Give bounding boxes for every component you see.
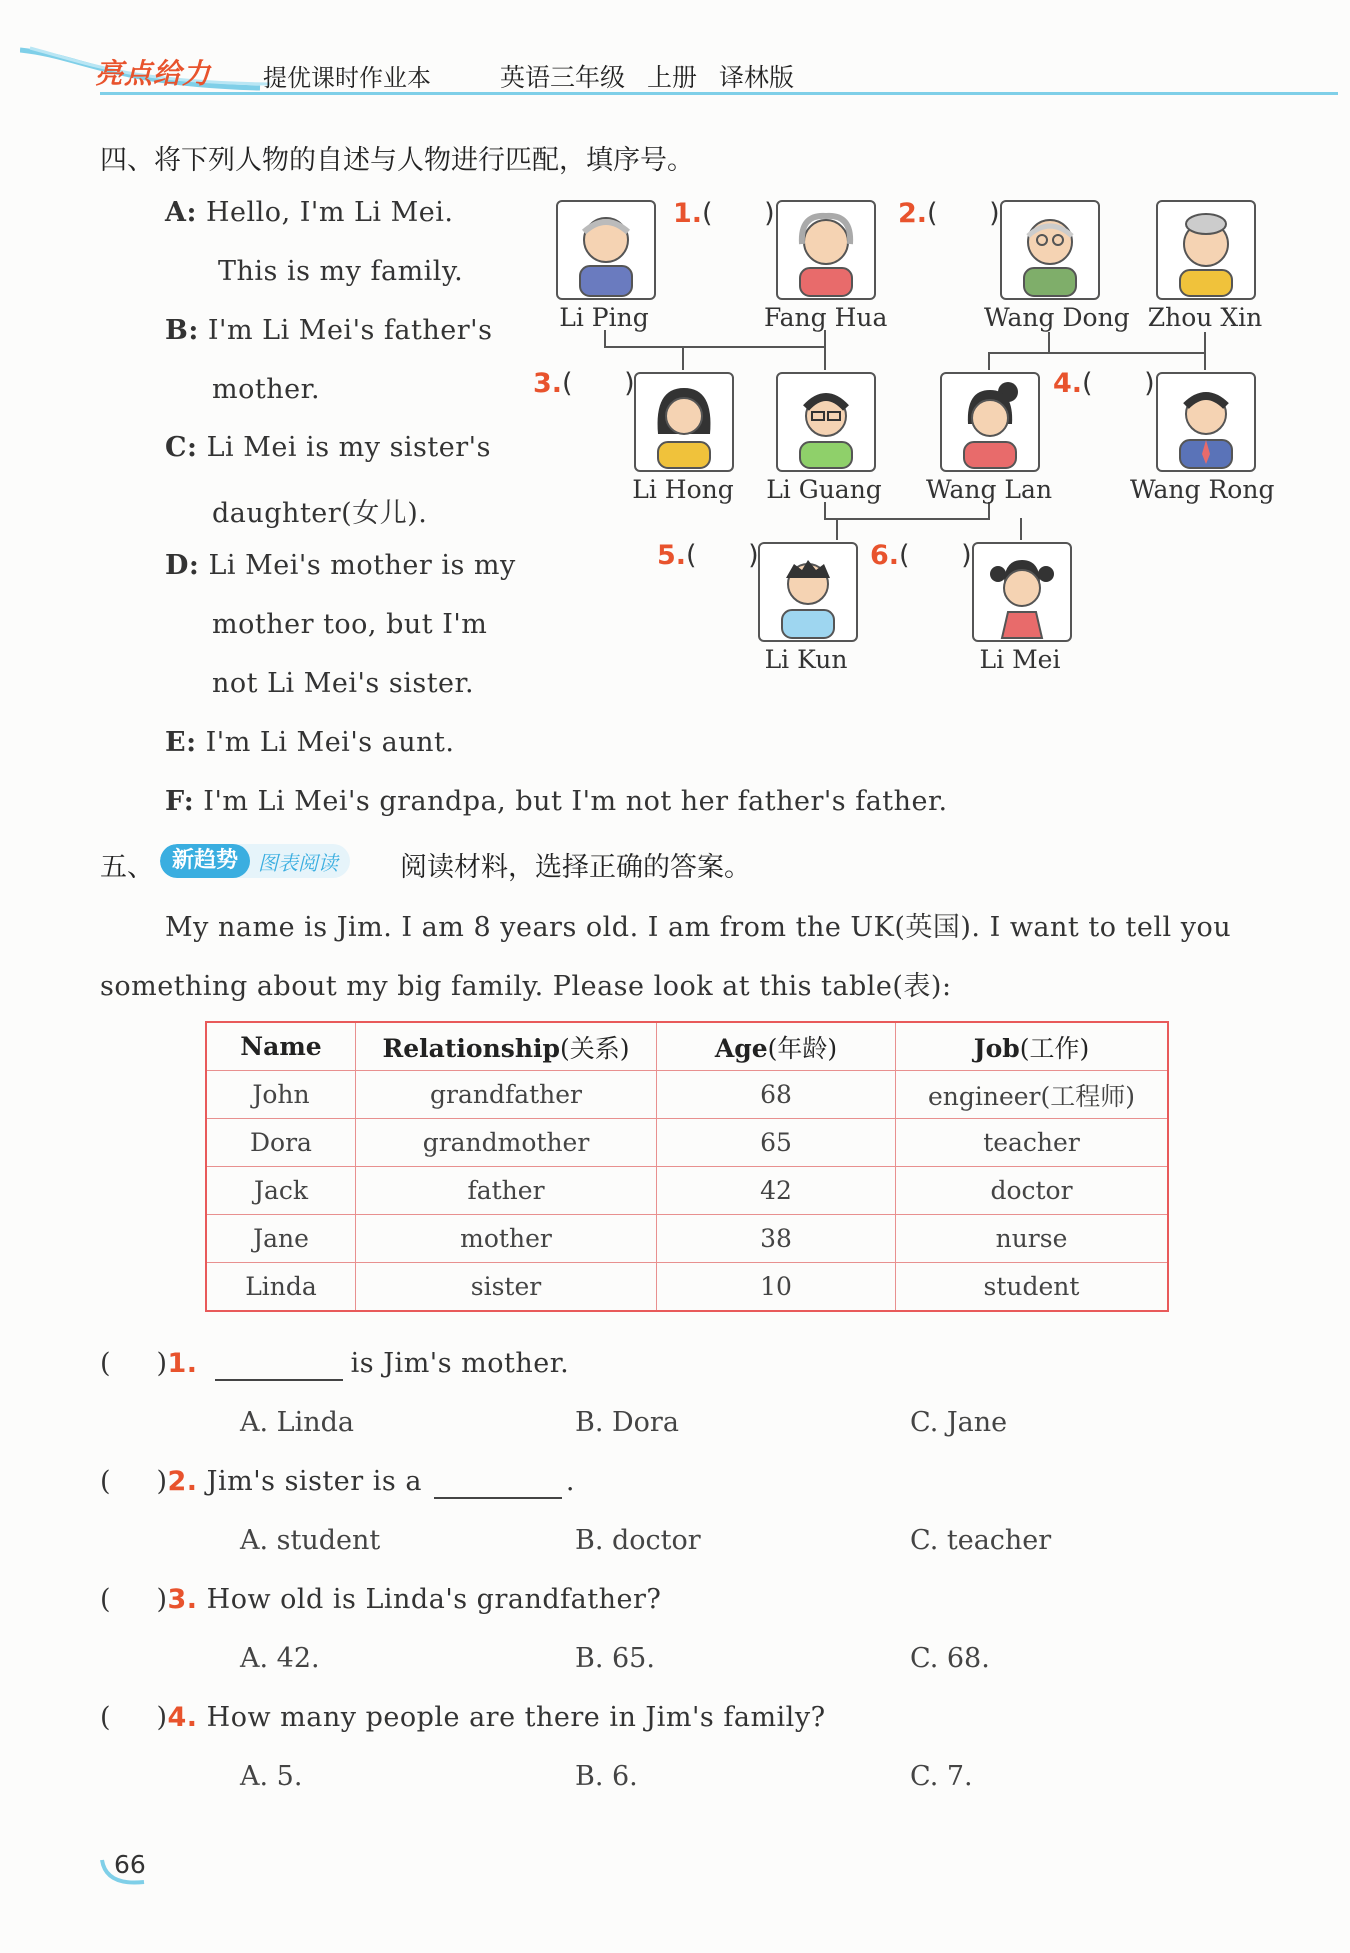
paren-close: ) — [748, 540, 759, 571]
girl-icon — [974, 544, 1070, 640]
statement-label: F: — [165, 786, 195, 817]
table-cell: grandmother — [356, 1119, 657, 1167]
paren-close: ) — [989, 198, 1000, 229]
option-a[interactable]: A. 5. — [240, 1761, 303, 1792]
person-name: Zhou Xin — [1147, 303, 1263, 332]
blank-number: 3. — [533, 368, 563, 399]
table-row — [206, 1167, 1168, 1215]
option-a[interactable]: A. 42. — [240, 1643, 320, 1674]
answer-blank-4[interactable] — [1053, 368, 1155, 399]
table-row — [206, 1071, 1168, 1119]
option-a[interactable]: A. Linda — [240, 1407, 354, 1438]
table-cell: John — [206, 1071, 356, 1119]
paren-open: ( — [899, 540, 910, 571]
option-b[interactable]: B. doctor — [575, 1525, 701, 1556]
question-text: How old is Linda's grandfather? — [206, 1584, 662, 1615]
table-cell: 68 — [657, 1071, 896, 1119]
option-c[interactable]: C. 68. — [910, 1643, 990, 1674]
tree-connector — [988, 352, 1206, 354]
paren-open: ( — [100, 1466, 112, 1497]
brand-logo: 亮点给力 — [95, 57, 212, 90]
trend-badge — [160, 844, 350, 878]
tree-connector — [682, 346, 684, 370]
section4-title: 四、将下列人物的自述与人物进行匹配，填序号。 — [100, 145, 694, 176]
portrait-woman-2 — [940, 372, 1040, 472]
table-header-cell — [206, 1022, 356, 1071]
person-name: Li Ping — [559, 303, 649, 332]
table-cell: father — [356, 1167, 657, 1215]
table-cell: 38 — [657, 1215, 896, 1263]
option-b[interactable]: B. 6. — [575, 1761, 638, 1792]
portrait-man-2 — [1156, 372, 1256, 472]
paren-open: ( — [686, 540, 697, 571]
passage-line-2: something about my big family. Please look at this table(表): — [100, 971, 952, 1002]
question-tail: . — [565, 1466, 576, 1497]
table-cell: mother — [356, 1215, 657, 1263]
paren-close: ) — [764, 198, 775, 229]
page-number: 66 — [114, 1850, 146, 1879]
person-name: Wang Lan — [925, 475, 1053, 504]
paren-close: ) — [156, 1466, 168, 1497]
question-text: How many people are there in Jim's family? — [206, 1702, 826, 1733]
answer-blank-6[interactable] — [870, 540, 972, 571]
table-row — [206, 1215, 1168, 1263]
header-text: Age — [714, 1033, 768, 1063]
man-glasses-icon — [778, 374, 874, 470]
answer-blank-2[interactable] — [898, 198, 1000, 229]
brand-subtitle: 提优课时作业本 — [263, 64, 431, 92]
table-cell: teacher — [896, 1119, 1169, 1167]
header-cn: (工作) — [1019, 1033, 1090, 1063]
statement-text: Li Mei's mother is my — [208, 550, 516, 581]
paren-open: ( — [1082, 368, 1093, 399]
option-c[interactable]: C. Jane — [910, 1407, 1008, 1438]
header-text: Name — [240, 1032, 322, 1061]
trend-badge-sub: 图表阅读 — [258, 850, 339, 875]
answer-blank-3[interactable] — [533, 368, 635, 399]
statement-d-line3: not Li Mei's sister. — [212, 668, 475, 699]
fill-blank[interactable] — [434, 1466, 562, 1499]
answer-paren[interactable] — [100, 1348, 168, 1379]
statement-e — [165, 727, 455, 758]
volume-label: 上册 — [646, 63, 697, 92]
table-header-cell — [657, 1022, 896, 1071]
header-text: Relationship — [382, 1033, 560, 1063]
table-row — [206, 1263, 1168, 1312]
tree-connector — [1204, 332, 1206, 352]
table-row — [206, 1119, 1168, 1167]
person-name: Li Kun — [764, 645, 848, 674]
paren-close: ) — [1144, 368, 1155, 399]
section5-title: 阅读材料，选择正确的答案。 — [400, 852, 751, 883]
portrait-grandma — [776, 200, 876, 300]
statement-label: B: — [165, 315, 199, 346]
person-name: Fang Hua — [764, 303, 888, 332]
tree-connector — [1020, 518, 1022, 540]
table-header-cell — [896, 1022, 1169, 1071]
portrait-grandpa — [556, 200, 656, 300]
statement-text: I'm Li Mei's aunt. — [205, 727, 455, 758]
tree-connector — [836, 518, 838, 540]
statement-text: Li Mei is my sister's — [206, 432, 491, 463]
woman-bun-icon — [942, 374, 1038, 470]
table-cell: 65 — [657, 1119, 896, 1167]
header-rule — [100, 92, 1338, 95]
statement-label: E: — [165, 727, 197, 758]
portrait-woman-1 — [634, 372, 734, 472]
header-book-info — [500, 58, 794, 94]
person-name: Li Guang — [766, 475, 882, 504]
tree-connector — [988, 352, 990, 370]
statement-c-line2: daughter(女儿). — [212, 498, 428, 529]
tree-connector — [824, 346, 826, 370]
paren-open: ( — [100, 1702, 112, 1733]
table-cell: Dora — [206, 1119, 356, 1167]
person-name: Wang Dong — [984, 303, 1130, 332]
statement-label: D: — [165, 550, 200, 581]
answer-blank-5[interactable] — [657, 540, 759, 571]
header-text: Job — [973, 1033, 1020, 1063]
statement-d-line2: mother too, but I'm — [212, 609, 488, 640]
header-cn: (关系) — [560, 1033, 630, 1063]
passage-line-1: My name is Jim. I am 8 years old. I am from the UK(英国). I want to tell you — [165, 912, 1232, 943]
paren-open: ( — [927, 198, 938, 229]
option-b[interactable]: B. 65. — [575, 1643, 655, 1674]
tree-connector — [1204, 352, 1206, 370]
table-cell: Jack — [206, 1167, 356, 1215]
edition-label: 译林版 — [718, 63, 794, 92]
statement-text: Hello, I'm Li Mei. — [206, 197, 454, 228]
statement-b-line2: mother. — [212, 374, 321, 405]
portrait-man-1 — [776, 372, 876, 472]
question-3 — [100, 1584, 661, 1615]
table-cell: nurse — [896, 1215, 1169, 1263]
paren-close: ) — [624, 368, 635, 399]
statement-text: I'm Li Mei's father's — [207, 315, 493, 346]
elderly-man-glasses-icon — [1002, 202, 1098, 298]
question-number: 1. — [167, 1348, 198, 1379]
question-number: 3. — [167, 1584, 198, 1615]
question-text: is Jim's mother. — [350, 1348, 570, 1379]
question-1 — [100, 1348, 569, 1381]
fill-blank[interactable] — [215, 1348, 343, 1381]
answer-paren[interactable] — [100, 1466, 168, 1497]
trend-badge-main: 新趋势 — [160, 844, 250, 878]
portrait-girl — [972, 542, 1072, 642]
table-cell: Jane — [206, 1215, 356, 1263]
question-2 — [100, 1466, 575, 1499]
boy-icon — [760, 544, 856, 640]
portrait-boy — [758, 542, 858, 642]
woman-icon — [636, 374, 732, 470]
statement-text: I'm Li Mei's grandpa, but I'm not her father's father. — [203, 786, 948, 817]
statement-d — [165, 550, 516, 581]
paren-close: ) — [156, 1584, 168, 1615]
question-number: 4. — [167, 1702, 198, 1733]
paren-close: ) — [961, 540, 972, 571]
question-text: Jim's sister is a — [206, 1466, 422, 1497]
table-header-cell — [356, 1022, 657, 1071]
paren-open: ( — [100, 1584, 112, 1615]
section5-prefix: 五、 — [100, 852, 154, 883]
table-cell: 42 — [657, 1167, 896, 1215]
statement-label: C: — [165, 432, 198, 463]
table-cell: sister — [356, 1263, 657, 1312]
answer-paren[interactable] — [100, 1584, 168, 1615]
blank-number: 5. — [657, 540, 687, 571]
portrait-grandma-2 — [1156, 200, 1256, 300]
statement-c — [165, 432, 491, 463]
table-cell: Linda — [206, 1263, 356, 1312]
subject-label: 英语三年级 — [500, 63, 626, 92]
man-suit-icon — [1158, 374, 1254, 470]
portrait-grandpa-2 — [1000, 200, 1100, 300]
answer-paren[interactable] — [100, 1702, 168, 1733]
table-cell: grandfather — [356, 1071, 657, 1119]
tree-connector — [1048, 332, 1050, 352]
blank-number: 4. — [1053, 368, 1083, 399]
paren-close: ) — [156, 1348, 168, 1379]
blank-number: 2. — [898, 198, 928, 229]
table-cell: student — [896, 1263, 1169, 1312]
paren-open: ( — [562, 368, 573, 399]
answer-blank-1[interactable] — [673, 198, 775, 229]
family-table — [205, 1021, 1169, 1312]
question-4 — [100, 1702, 826, 1733]
elderly-man-icon — [558, 202, 654, 298]
table-cell: 10 — [657, 1263, 896, 1312]
table-cell: engineer(工程师) — [896, 1071, 1169, 1119]
blank-number: 6. — [870, 540, 900, 571]
person-name: Li Hong — [632, 475, 734, 504]
elderly-woman-smile-icon — [1158, 202, 1254, 298]
option-c[interactable]: C. 7. — [910, 1761, 973, 1792]
blank-number: 1. — [673, 198, 703, 229]
person-name: Li Mei — [979, 645, 1061, 674]
option-a[interactable]: A. student — [240, 1525, 381, 1556]
question-number: 2. — [167, 1466, 198, 1497]
table-header-row — [206, 1022, 1168, 1071]
paren-close: ) — [156, 1702, 168, 1733]
elderly-woman-icon — [778, 202, 874, 298]
tree-connector — [824, 518, 990, 520]
table-cell: doctor — [896, 1167, 1169, 1215]
option-b[interactable]: B. Dora — [575, 1407, 679, 1438]
statement-a-line2: This is my family. — [218, 256, 464, 287]
paren-open: ( — [702, 198, 713, 229]
header-cn: (年龄) — [767, 1033, 838, 1063]
statement-a — [165, 197, 454, 228]
person-name: Wang Rong — [1130, 475, 1275, 504]
statement-f — [165, 786, 948, 817]
statement-label: A: — [165, 197, 197, 228]
option-c[interactable]: C. teacher — [910, 1525, 1052, 1556]
paren-open: ( — [100, 1348, 112, 1379]
statement-b — [165, 315, 492, 346]
tree-connector — [604, 346, 826, 348]
